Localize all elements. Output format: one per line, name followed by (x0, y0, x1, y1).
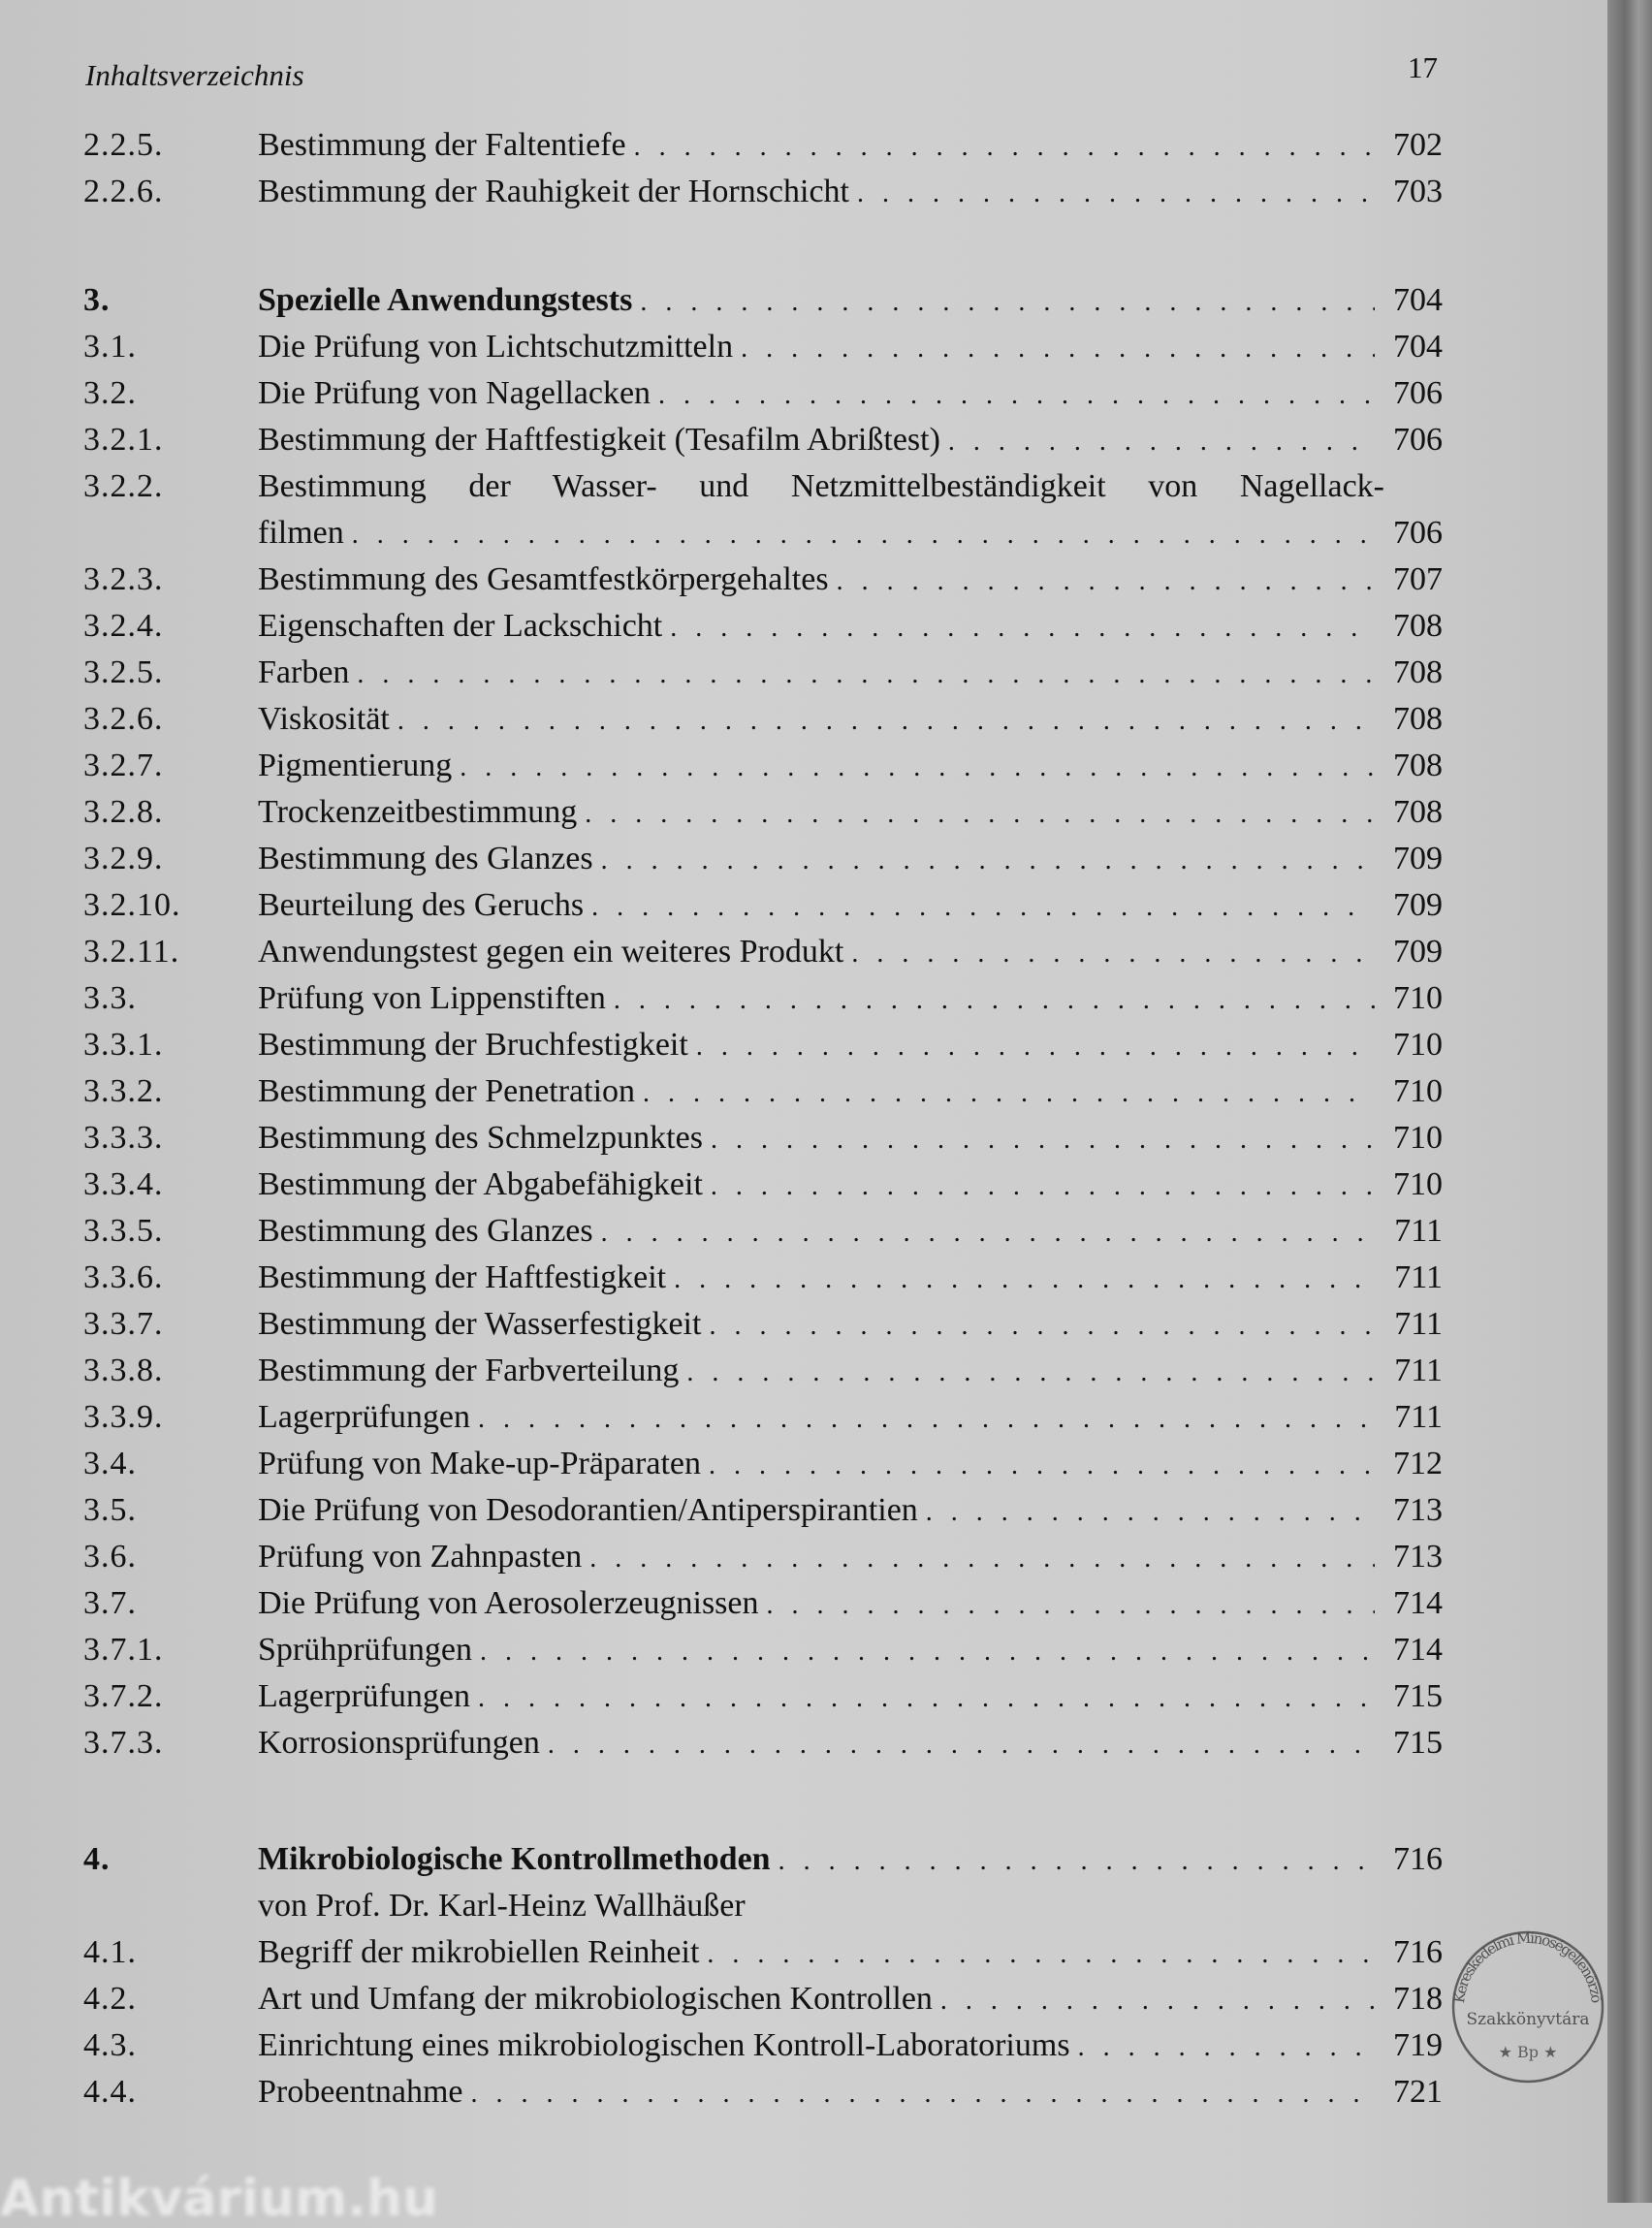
toc-entry (83, 975, 1443, 1022)
entry-title: Bestimmung der Bruchfestigkeit (258, 1027, 688, 1063)
toc-entry (83, 277, 1443, 324)
toc-entry (83, 1534, 1443, 1580)
toc-entry (83, 1068, 1443, 1115)
dot-leader (357, 652, 1375, 698)
entry-page: 719 (1393, 2027, 1443, 2063)
entry-number: 3.2.7. (83, 748, 164, 783)
dot-leader (658, 372, 1375, 419)
entry-number: 3.2.9. (83, 841, 164, 876)
entry-title: Eigenschaften der Lackschicht (258, 608, 663, 644)
toc-entry (83, 1394, 1443, 1441)
svg-text:Kereskedelmi Minőségellenőrző (1450, 1929, 1605, 2004)
entry-number: 3.7.2. (83, 1678, 164, 1714)
dot-leader (480, 1629, 1375, 1675)
entry-title: Pigmentierung (258, 748, 453, 783)
toc-entry (83, 1487, 1443, 1534)
toc-entry (83, 1022, 1443, 1068)
dot-leader (926, 1489, 1375, 1536)
entry-number: 3.3.4. (83, 1166, 164, 1202)
dot-leader (707, 1931, 1375, 1978)
entry-title: Sprühprüfungen (258, 1632, 472, 1668)
entry-page: 712 (1393, 1446, 1443, 1481)
entry-number: 3.6. (83, 1539, 137, 1575)
entry-page: 711 (1394, 1213, 1443, 1249)
entry-number: 2.2.5. (83, 127, 164, 163)
toc-entry (83, 836, 1443, 882)
entry-title: Prüfung von Zahnpasten (258, 1539, 583, 1575)
toc-entry (83, 463, 1443, 510)
library-stamp (1450, 1929, 1605, 2085)
dot-leader (711, 1117, 1375, 1163)
entry-title: Art und Umfang der mikrobiologischen Kontrollen (258, 1981, 933, 2017)
stamp-bottom-text: ★ Bp ★ (1498, 2043, 1558, 2061)
toc-entry (83, 1162, 1443, 1208)
dot-leader (709, 1443, 1375, 1489)
entry-number: 3.4. (83, 1446, 137, 1481)
entry-page: 702 (1393, 127, 1443, 163)
dot-leader (670, 605, 1375, 652)
entry-title: Bestimmung der Wasser- und Netzmittelbeständigkeit von Nagellack- (258, 468, 1384, 504)
stamp-outer-text: Kereskedelmi Minőségellenőrző (1450, 1929, 1605, 2005)
dot-leader (591, 884, 1375, 931)
dot-leader (640, 279, 1375, 326)
toc-entry (83, 122, 1443, 169)
entry-page: 713 (1393, 1492, 1443, 1528)
entry-number: 3.3.9. (83, 1399, 164, 1435)
entry-number: 3.2. (83, 375, 137, 411)
entry-number: 3.3.3. (83, 1120, 164, 1156)
entry-title: Bestimmung der Haftfestigkeit (Tesafilm Abrißtest) (258, 422, 940, 458)
toc-entry (83, 1976, 1443, 2022)
entry-title: Bestimmung der Haftfestigkeit (258, 1259, 667, 1295)
entry-page: 710 (1393, 980, 1443, 1016)
entry-number: 3.1. (83, 329, 137, 365)
dot-leader (471, 2071, 1376, 2117)
dot-leader (857, 171, 1375, 217)
toc-entry (83, 1720, 1443, 1766)
entry-page: 708 (1393, 654, 1443, 690)
toc-entry (83, 510, 1443, 557)
entry-page: 721 (1393, 2074, 1443, 2110)
dot-leader (548, 1722, 1375, 1768)
entry-number: 4.2. (83, 1981, 137, 2017)
entry-title: Lagerprüfungen (258, 1399, 471, 1435)
entry-title: Beurteilung des Geruchs (258, 887, 585, 923)
dot-leader (837, 558, 1375, 605)
table-of-contents (83, 122, 1443, 2116)
entry-title: Bestimmung der Faltentiefe (258, 127, 626, 163)
watermark: Antikvárium.hu (0, 2170, 438, 2228)
entry-page: 711 (1394, 1353, 1443, 1388)
entry-title: Bestimmung der Rauhigkeit der Hornschicht (258, 174, 849, 209)
entry-title: Mikrobiologische Kontrollmethoden (258, 1841, 771, 1877)
entry-page: 711 (1394, 1306, 1443, 1342)
toc-entry (83, 169, 1443, 215)
entry-number: 3.7. (83, 1585, 137, 1621)
dot-leader (460, 745, 1375, 791)
entry-title: Bestimmung des Gesamtfestkörpergehaltes (258, 561, 829, 597)
entry-page: 708 (1393, 794, 1443, 830)
entry-number: 3.2.4. (83, 608, 164, 644)
dot-leader (767, 1582, 1375, 1629)
entry-page: 715 (1393, 1678, 1443, 1714)
entry-title: Bestimmung des Glanzes (258, 1213, 593, 1249)
entry-page: 713 (1393, 1539, 1443, 1575)
entry-page: 718 (1393, 1981, 1443, 2017)
book-spine-edge (1607, 0, 1652, 2203)
toc-entry (83, 1836, 1443, 1883)
entry-title: Die Prüfung von Desodorantien/Antiperspirantien (258, 1492, 918, 1528)
entry-page: 708 (1393, 608, 1443, 644)
entry-page: 703 (1393, 174, 1443, 209)
dot-leader (940, 1978, 1375, 2024)
toc-entry (83, 1255, 1443, 1301)
entry-title: Begriff der mikrobiellen Reinheit (258, 1934, 700, 1970)
entry-page: 711 (1394, 1399, 1443, 1435)
entry-number: 3. (83, 282, 111, 318)
entry-number: 3.7.3. (83, 1725, 164, 1761)
entry-page: 716 (1393, 1841, 1443, 1877)
entry-title: Die Prüfung von Nagellacken (258, 375, 651, 411)
entry-page: 704 (1393, 329, 1443, 365)
dot-leader (851, 931, 1375, 977)
entry-number: 4.3. (83, 2027, 137, 2063)
dot-leader (674, 1257, 1375, 1303)
dot-leader (352, 512, 1375, 558)
toc-entry (83, 2069, 1443, 2116)
toc-entry (83, 929, 1443, 975)
entry-number: 3.3.8. (83, 1353, 164, 1388)
entry-page: 708 (1393, 701, 1443, 737)
toc-entry (83, 1883, 1443, 1929)
entry-title: Bestimmung der Penetration (258, 1073, 636, 1109)
entry-title: Prüfung von Lippenstiften (258, 980, 606, 1016)
entry-page: 709 (1393, 887, 1443, 923)
entry-page: 710 (1393, 1166, 1443, 1202)
entry-title: Die Prüfung von Lichtschutzmitteln (258, 329, 734, 365)
entry-page: 711 (1394, 1259, 1443, 1295)
entry-number: 4. (83, 1841, 111, 1877)
dot-leader (589, 1536, 1375, 1582)
running-title: Inhaltsverzeichnis (85, 58, 304, 92)
dot-leader (696, 1024, 1375, 1070)
entry-number: 3.3.6. (83, 1259, 164, 1295)
entry-title: Prüfung von Make-up-Präparaten (258, 1446, 701, 1481)
dot-leader (741, 326, 1375, 372)
entry-title: Bestimmung der Wasserfestigkeit (258, 1306, 702, 1342)
entry-page: 708 (1393, 748, 1443, 783)
dot-leader (643, 1070, 1375, 1117)
toc-entry (83, 789, 1443, 836)
toc-entry (83, 1115, 1443, 1162)
entry-number: 3.2.8. (83, 794, 164, 830)
entry-number: 3.2.1. (83, 422, 164, 458)
entry-page: 704 (1393, 282, 1443, 318)
entry-title: filmen (258, 515, 344, 551)
toc-entry (83, 557, 1443, 603)
entry-title: Bestimmung der Farbverteilung (258, 1353, 680, 1388)
entry-title: Farben (258, 654, 350, 690)
toc-entry (83, 743, 1443, 789)
toc-entry (83, 1673, 1443, 1720)
entry-page: 706 (1393, 515, 1443, 551)
dot-leader (601, 1210, 1375, 1257)
entry-number: 3.2.10. (83, 887, 181, 923)
entry-title: Probeentnahme (258, 2074, 463, 2110)
entry-number: 3.2.11. (83, 934, 180, 970)
entry-title: Viskosität (258, 701, 390, 737)
entry-number: 3.3.7. (83, 1306, 164, 1342)
toc-entry (83, 650, 1443, 696)
toc-entry (83, 370, 1443, 417)
entry-page: 706 (1393, 422, 1443, 458)
entry-number: 3.3. (83, 980, 137, 1016)
toc-entry (83, 1580, 1443, 1627)
entry-page: 710 (1393, 1073, 1443, 1109)
entry-number: 3.5. (83, 1492, 137, 1528)
entry-number: 3.3.2. (83, 1073, 164, 1109)
toc-entry (83, 1929, 1443, 1976)
dot-leader (614, 977, 1375, 1024)
entry-number: 4.4. (83, 2074, 137, 2110)
entry-page: 716 (1393, 1934, 1443, 1970)
dot-leader (634, 124, 1375, 171)
toc-entry (83, 1441, 1443, 1487)
entry-title: Anwendungstest gegen ein weiteres Produkt (258, 934, 844, 970)
dot-leader (711, 1163, 1375, 1210)
entry-title: Trockenzeitbestimmung (258, 794, 578, 830)
toc-entry (83, 2022, 1443, 2069)
toc-entry (83, 324, 1443, 370)
entry-number: 3.2.5. (83, 654, 164, 690)
entry-page: 710 (1393, 1027, 1443, 1063)
entry-page: 710 (1393, 1120, 1443, 1156)
entry-title: Bestimmung des Glanzes (258, 841, 593, 876)
dot-leader (778, 1838, 1375, 1885)
dot-leader (478, 1396, 1375, 1443)
entry-title: Korrosionsprüfungen (258, 1725, 540, 1761)
dot-leader (397, 698, 1375, 745)
entry-page: 707 (1393, 561, 1443, 597)
toc-entry (83, 1348, 1443, 1394)
entry-number: 3.3.5. (83, 1213, 164, 1249)
entry-page: 714 (1393, 1585, 1443, 1621)
entry-page: 709 (1393, 934, 1443, 970)
toc-entry (83, 1301, 1443, 1348)
entry-title: von Prof. Dr. Karl-Heinz Wallhäußer (258, 1888, 746, 1924)
toc-entry (83, 417, 1443, 463)
entry-page: 715 (1393, 1725, 1443, 1761)
entry-title: Lagerprüfungen (258, 1678, 471, 1714)
entry-number: 3.7.1. (83, 1632, 164, 1668)
entry-page: 706 (1393, 375, 1443, 411)
dot-leader (585, 791, 1375, 838)
entry-number: 2.2.6. (83, 174, 164, 209)
dot-leader (601, 838, 1375, 884)
entry-number: 3.2.3. (83, 561, 164, 597)
entry-number: 3.2.6. (83, 701, 164, 737)
toc-entry (83, 696, 1443, 743)
toc-entry (83, 882, 1443, 929)
entry-title: Spezielle Anwendungstests (258, 282, 633, 318)
toc-entry (83, 603, 1443, 650)
running-header (85, 50, 1438, 99)
stamp-inner-text: Szakkönyvtára (1466, 2010, 1590, 2029)
dot-leader (478, 1675, 1375, 1722)
entry-number: 3.2.2. (83, 468, 164, 504)
entry-title: Bestimmung der Abgabefähigkeit (258, 1166, 703, 1202)
entry-page: 714 (1393, 1632, 1443, 1668)
toc-entry (83, 1627, 1443, 1673)
toc-entry (83, 1208, 1443, 1255)
dot-leader (686, 1350, 1375, 1396)
entry-title: Bestimmung des Schmelzpunktes (258, 1120, 703, 1156)
page-number: 17 (1408, 50, 1438, 84)
dot-leader (1078, 2024, 1375, 2071)
entry-number: 3.3.1. (83, 1027, 164, 1063)
entry-title: Die Prüfung von Aerosolerzeugnissen (258, 1585, 759, 1621)
entry-page: 709 (1393, 841, 1443, 876)
dot-leader (948, 419, 1375, 465)
entry-title: Einrichtung eines mikrobiologischen Kontroll-Laboratoriums (258, 2027, 1070, 2063)
entry-number: 4.1. (83, 1934, 137, 1970)
dot-leader (709, 1303, 1375, 1350)
